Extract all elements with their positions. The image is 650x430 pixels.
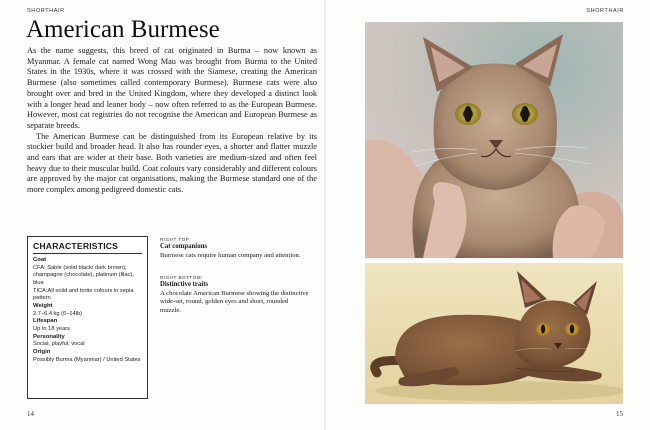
char-label-lifespan: Lifespan	[33, 318, 58, 325]
char-value-origin: Possibly Burma (Myanmar) / United States	[33, 356, 141, 363]
caption-title: Distinctive traits	[160, 281, 209, 288]
char-value-coat-tica: TICA:All solid and tortie colours in sepia pattern	[33, 287, 134, 302]
caption-tag: RIGHT BOTTOM:	[160, 275, 203, 280]
caption-text: Burmese cats require human company and attention.	[160, 251, 301, 259]
running-header-left: SHORTHAIR	[27, 8, 65, 14]
characteristics-title: CHARACTERISTICS	[33, 241, 142, 254]
page-gutter	[324, 0, 326, 430]
char-label-weight: Weight	[33, 303, 53, 310]
caption-right-bottom	[160, 274, 310, 315]
reclining-burmese-cat-photo	[365, 263, 623, 404]
page-number-right: 15	[616, 410, 623, 418]
characteristics-box	[27, 236, 148, 399]
char-value-weight: 2.7–6.4 kg (6–14lb)	[33, 310, 83, 317]
held-cat-illustration	[365, 22, 623, 258]
body-paragraph: The American Burmese can be distinguished from its European relative by its stockier build and broader head. It also has rounder eyes, a shorter and flatter muzzle and ears that are wider at their base. Both varieties are medium-sized and often feel heavy due to their muscular build. Coat colours vary considerably and different colours are approved by the major cat organisations, making the Burmese standard one of the more complex among pedigreed domestic cats.	[27, 131, 317, 195]
char-label-origin: Origin	[33, 349, 51, 355]
reclining-cat-illustration	[365, 263, 623, 404]
article-title: American Burmese	[26, 16, 220, 43]
photo-captions	[160, 236, 310, 315]
running-header-right: SHORTHAIR	[586, 8, 624, 14]
char-label-coat: Coat	[33, 257, 47, 263]
page-number-left: 14	[27, 410, 34, 418]
caption-text: A chocolate American Burmese showing the distinctive wide-set, round, golden eyes and short, rounded muzzle.	[160, 289, 309, 314]
char-value-coat-cfa: CFA: Sable (solid black/ dark brown), champagne (chocolate), platinum (lilac), blue	[33, 264, 134, 286]
article-body	[27, 46, 317, 196]
char-value-personality: Social, playful, vocal	[33, 341, 85, 348]
char-value-lifespan: Up to 18 years	[33, 326, 70, 332]
caption-tag: RIGHT TOP:	[160, 237, 192, 242]
body-paragraph: As the name suggests, this breed of cat originated in Burma – now known as Myanmar. A female cat named Wong Mau was brought from Burma to the United States in the 1930s, where it was crossed with the Siamese, creating the American Burmese (also sometimes called contemporary Burmese). Burmese cats were also brought over and bred in the United Kingdom, where they developed a distinct look with a longer head and leaner body – now often referred to as the European Burmese. However, most cat registries do not recognise the American and European Burmese as separate breeds.	[27, 46, 317, 130]
char-label-personality: Personality	[33, 333, 65, 340]
caption-right-top	[160, 236, 310, 260]
caption-title: Cat companions	[160, 243, 208, 250]
held-burmese-cat-photo	[365, 22, 623, 258]
